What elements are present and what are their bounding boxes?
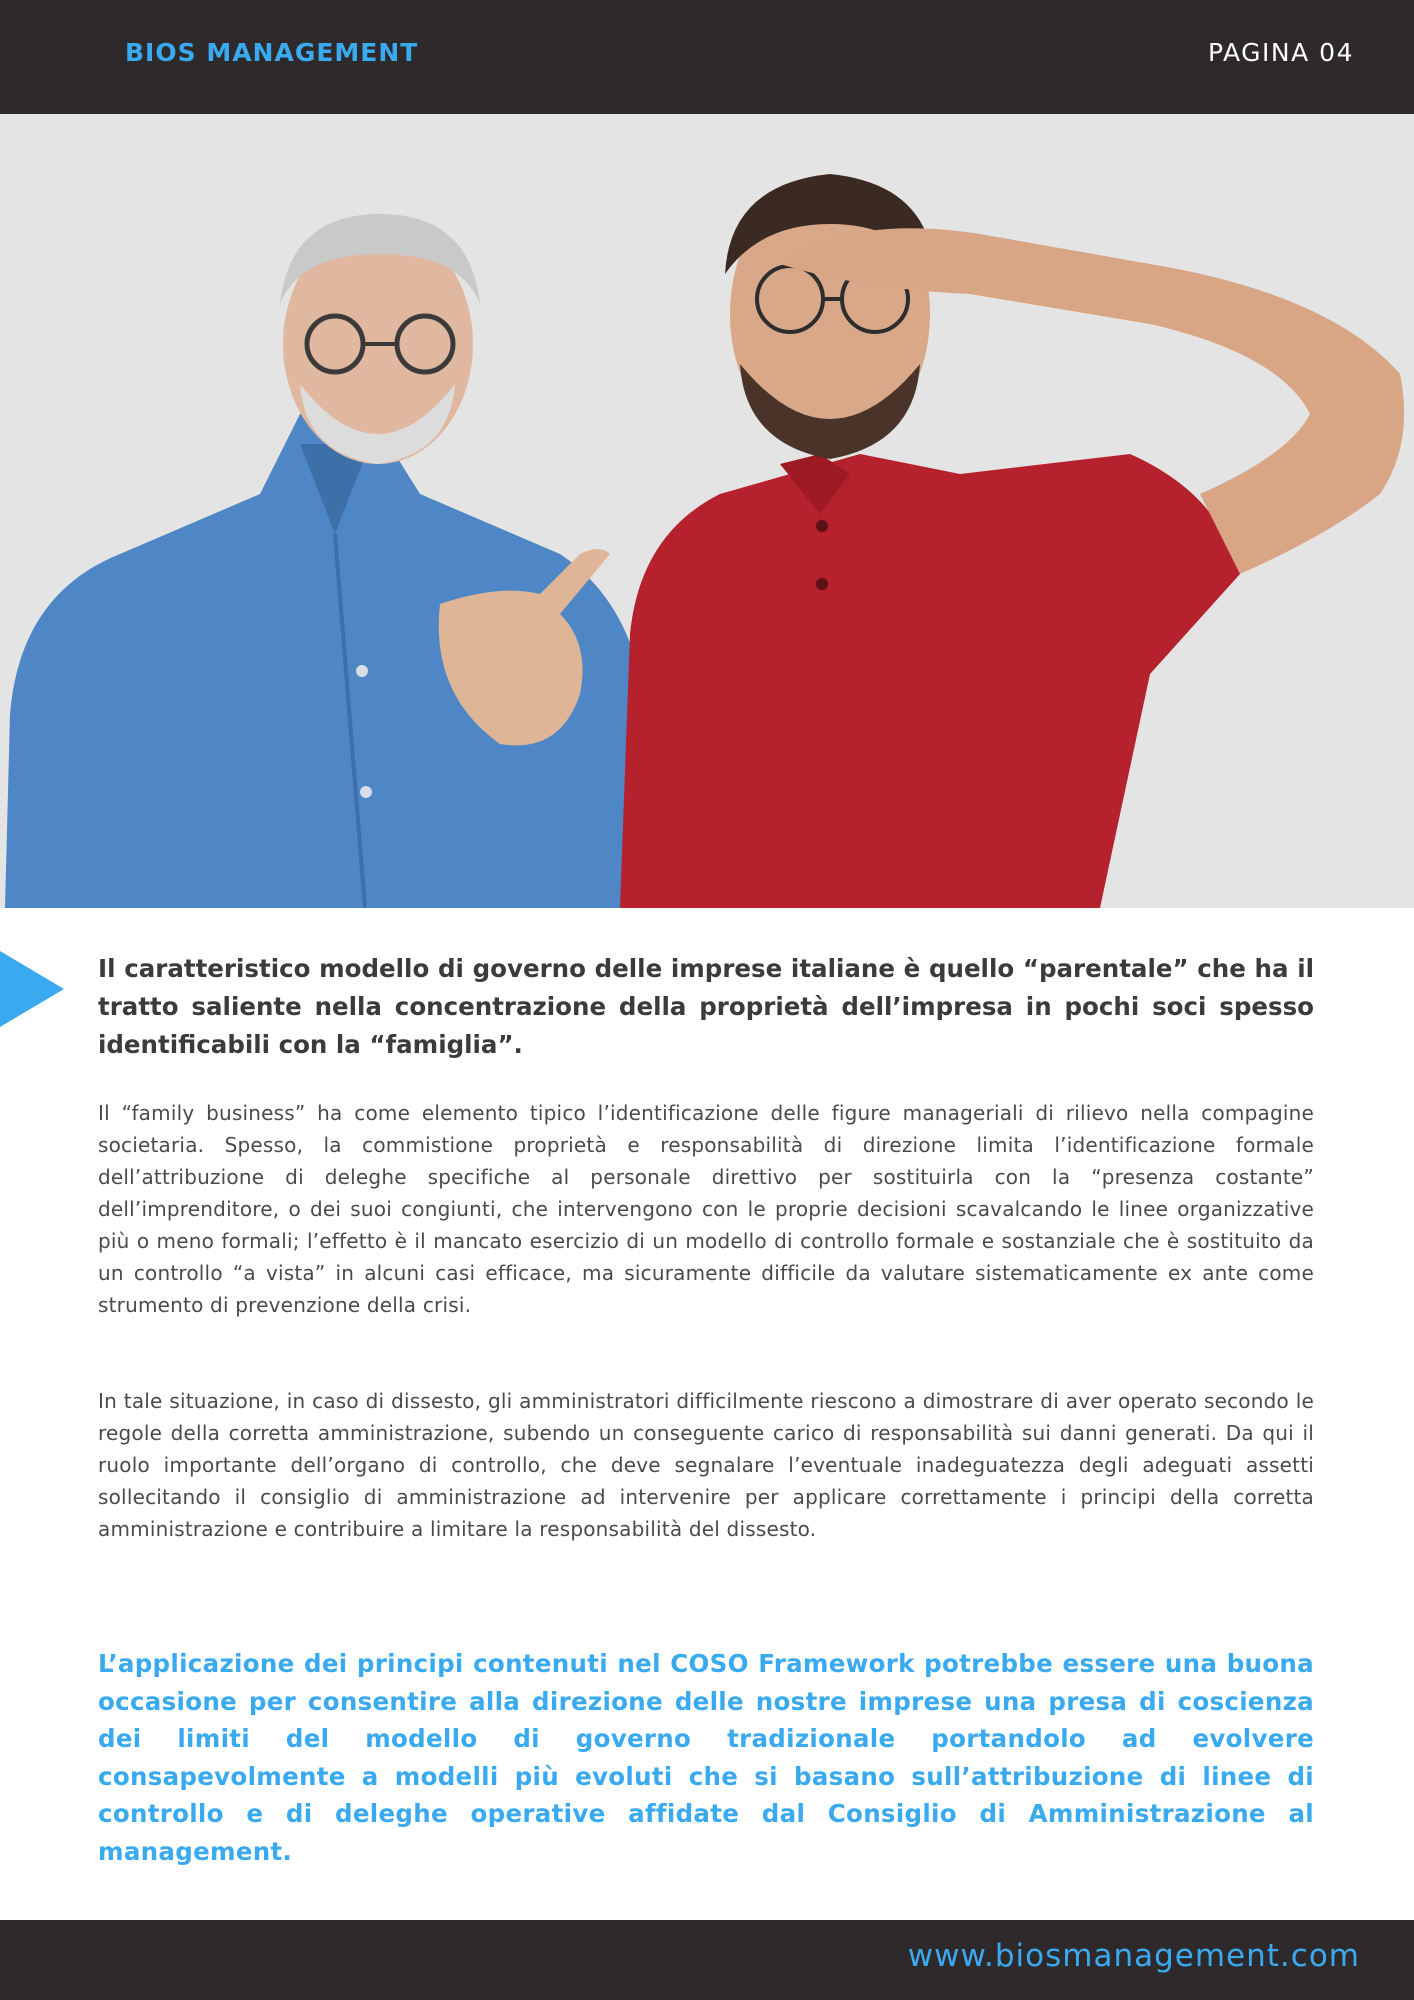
page-footer [0, 1920, 1414, 2000]
hero-photo [0, 114, 1414, 908]
body-paragraph-1: Il “family business” ha come elemento tipico l’identificazione delle figure manageriali di rilievo nella compagine societaria. Spesso, la commistione proprietà e responsabilità di direzione limita l’identificazione formale dell’attribuzione di deleghe specifiche al personale direttivo per sostituirla con la “presenza costante” dell’imprenditore, o dei suoi congiunti, che intervengono con le proprie decisioni scavalcando le linee organizzative più o meno formali; l’effetto è il mancato esercizio di un modello di controllo formale e sostanziale che è sostituito da un controllo “a vista” in alcuni casi efficace, ma sicuramente difficile da valutare sistematicamente ex ante come strumento di prevenzione della crisi. [98, 1101, 1314, 1317]
page-number: PAGINA 04 [1208, 38, 1354, 67]
lead-paragraph: Il caratteristico modello di governo delle imprese italiane è quello “parentale” che ha il tratto saliente nella concentrazione della proprietà dell’impresa in pochi soci spesso identificabili con la “famiglia”. [98, 954, 1314, 1059]
page-header [0, 0, 1414, 114]
brand-name: BIOS MANAGEMENT [125, 38, 419, 67]
photo-two-men-icon [0, 114, 1414, 908]
website-link[interactable]: www.biosmanagement.com [907, 1938, 1360, 1974]
body-paragraph-2: In tale situazione, in caso di dissesto, gli amministratori difficilmente riescono a dimostrare di aver operato secondo le regole della corretta amministrazione, subendo un conseguente carico di responsabilità sui danni generati. Da qui il ruolo importante dell’organo di controllo, che deve segnalare l’eventuale inadeguatezza degli adeguati assetti sollecitando il consiglio di amministrazione ad intervenire per applicare correttamente i principi della corretta amministrazione e contribuire a limitare la responsabilità del dissesto. [98, 1389, 1314, 1541]
highlight-paragraph: L’applicazione dei principi contenuti nel COSO Framework potrebbe essere una buona occasione per consentire alla direzione delle nostre imprese una presa di coscienza dei limiti del modello di governo tradizionale portandolo ad evolvere consapevolmente a modelli più evoluti che si basano sull’attribuzione di linee di controllo e di deleghe operative affidate dal Consiglio di Amministrazione al management. [98, 1649, 1314, 1866]
section-arrow-icon [0, 951, 64, 1027]
